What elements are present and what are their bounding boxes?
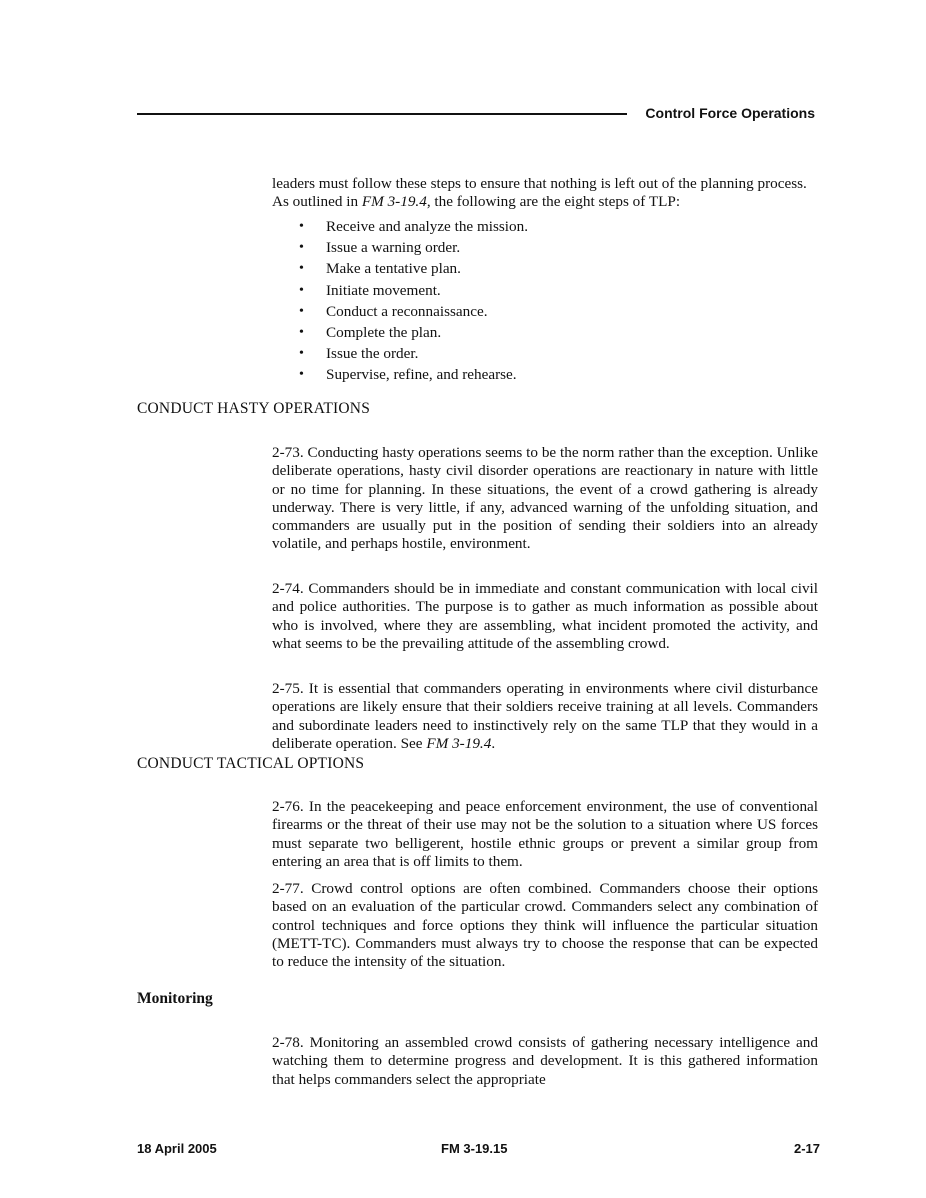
header-rule (137, 113, 627, 115)
footer-page-number: 2-17 (793, 1141, 820, 1156)
paragraph-2-77: 2-77. Crowd control options are often combined. Commanders choose their options based on an evaluation of the particular crowd. Commanders select any combination of control techniques and force options they think will influence the particular situation (METT-TC). Commanders must always try to choose the response that can be expected to reduce the intensity of the situation. (272, 880, 818, 970)
list-item: • Supervise, refine, and rehearse. (272, 364, 528, 385)
list-item: • Conduct a reconnaissance. (272, 301, 528, 322)
list-item: • Complete the plan. (272, 322, 528, 343)
footer-publication: FM 3-19.15 (441, 1141, 508, 1156)
list-item: • Make a tentative plan. (272, 258, 528, 279)
list-item: • Issue the order. (272, 343, 528, 364)
list-item: • Initiate movement. (272, 280, 528, 301)
footer-date: 18 April 2005 (137, 1141, 217, 1156)
paragraph-2-75: 2-75. It is essential that commanders operating in environments where civil disturbance operations are likely ensure that their soldiers receive training at all levels. Commanders and subordinate leaders need to instinctively rely on the same TLP that they would in a deliberate operation. See FM 3-19.4. (272, 680, 818, 752)
list-item: • Receive and analyze the mission. (272, 216, 528, 237)
intro-paragraph: leaders must follow these steps to ensure that nothing is left out of the planning process. As outlined in FM 3-19.4, the following are the eight steps of TLP: (272, 175, 807, 211)
paragraph-2-76: 2-76. In the peacekeeping and peace enforcement environment, the use of conventional firearms or the threat of their use may not be the solution to a situation where US forces must separate two belligerent, hostile ethnic groups or prevent a similar group from entering an area that is off limits to them. (272, 798, 818, 870)
paragraph-2-74: 2-74. Commanders should be in immediate and constant communication with local civil and police authorities. The purpose is to gather as much information as possible about who is involved, where they are assembling, what incident promoted the activity, and what seems to be the prevailing attitude of the assembling crowd. (272, 580, 818, 652)
intro-reference: FM 3-19.4 (361, 193, 427, 211)
paragraph-2-73: 2-73. Conducting hasty operations seems to be the norm rather than the exception. Unlike deliberate operations, hasty civil disorder operations are reactionary in nature with little or no time for planning. In these situations, the event of a crowd gathering is already underway. There is very little, if any, advanced warning of the unfolding situation, and commanders are usually put in the position of sending their soldiers into an already volatile, and perhaps hostile, environment. (272, 444, 818, 553)
running-head: Control Force Operations (645, 105, 815, 121)
paragraph-reference: FM 3-19.4 (426, 734, 492, 752)
tlp-steps-list (272, 216, 528, 386)
list-item: • Issue a warning order. (272, 237, 528, 258)
heading-tactical-options: CONDUCT TACTICAL OPTIONS (137, 755, 365, 772)
paragraph-2-78: 2-78. Monitoring an assembled crowd consists of gathering necessary intelligence and watching them to determine progress and development. It is this gathered information that helps commanders select the appropriate (272, 1034, 818, 1088)
heading-hasty-operations: CONDUCT HASTY OPERATIONS (137, 400, 371, 417)
heading-monitoring: Monitoring (137, 990, 213, 1007)
